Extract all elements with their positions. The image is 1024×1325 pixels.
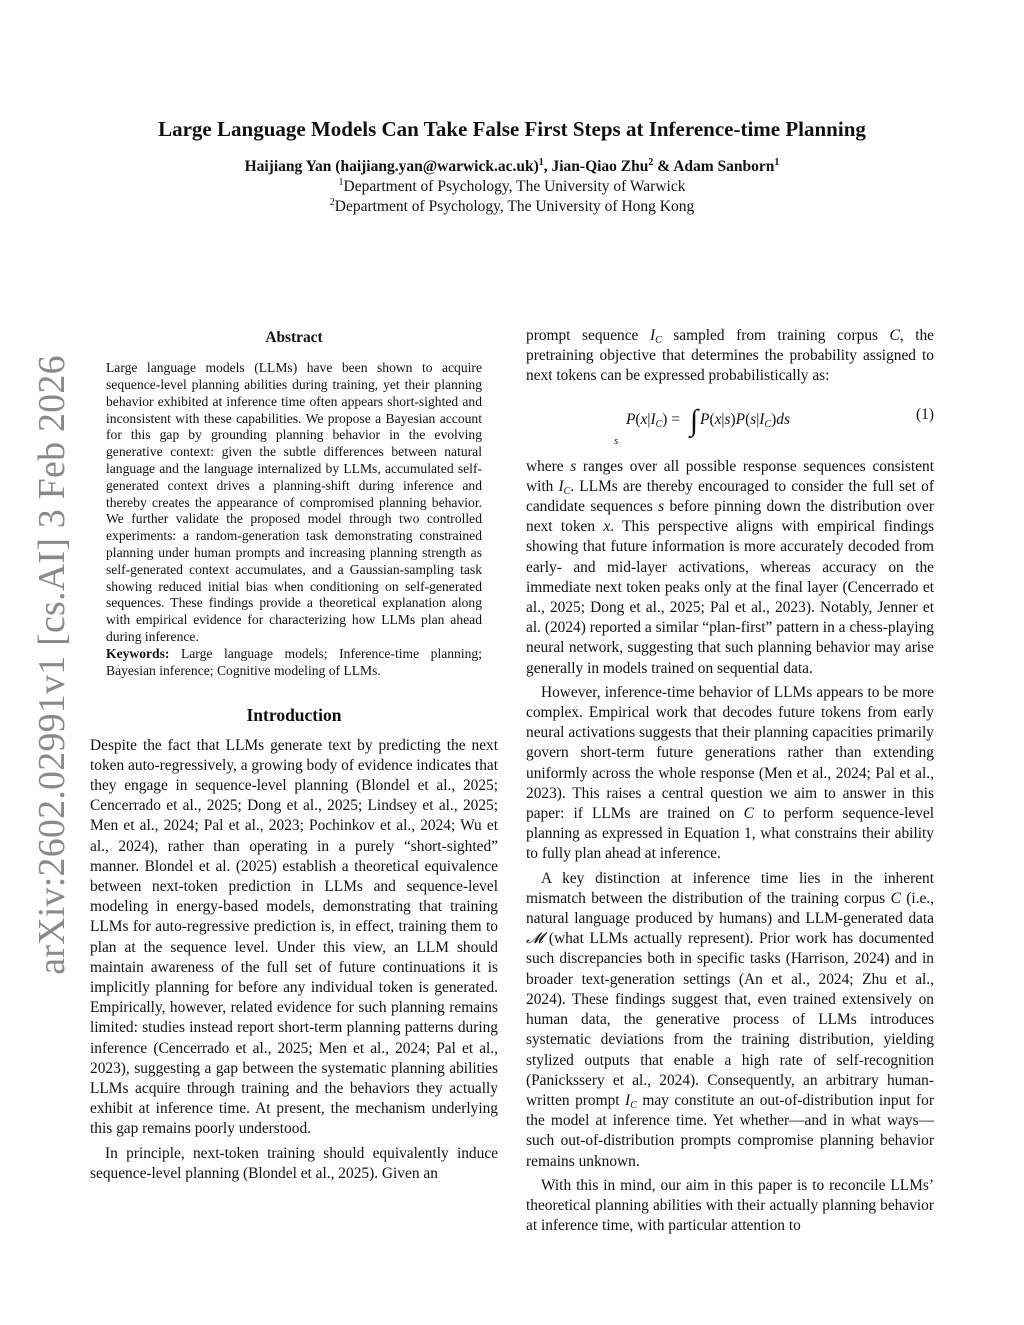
intro-paragraph-2: In principle, next-token training should equivalently induce sequence-level planning (Blondel et al., 2025). Given an	[90, 1144, 498, 1182]
paragraph-where: where s ranges over all possible response sequences consistent with $I_C$. LLMs are thereby encouraged to consider the full set of candidate sequences s before pinning down the distribution over next token x. This perspective aligns with empirical findings showing that future information is more accurately decoded from early- and mid-layer activations, whereas accuracy on the immediate next token peaks only at the final layer (Cencerrado et al., 2025; Dong et al., 2025; Pal et al., 2023). Notably, Jenner et al. (2024) reported a similar “plan-first” pattern in a chess-playing neural network, suggesting that such planning behavior may arise generally in models trained on sequential data.	[526, 457, 935, 677]
integral-subscript: s	[614, 434, 619, 447]
paper-header	[0, 115, 1024, 217]
intro-paragraph-1: Despite the fact that LLMs generate text by predicting the next token auto-regressively, a growing body of evidence indicates that they engage in sequence-level planning (Blondel et al., 2025; Cencerrado et al., 2025; Dong et al., 2025; Lindsey et al., 2025; Men et al., 2024; Pal et al., 2023; Pochinkov et al., 2024; Wu et al., 2024), rather than operating in a purely “short-sighted” manner. Blondel et al. (2025) establish a theoretical equivalence between next-token prediction in LLMs and sequence-level modeling in energy-based models, demonstrating that training LLMs for auto-regressive prediction is, in effect, training them to plan at the sequence level. Under this view, an LLM should maintain awareness of the full set of future continuations it is implicitly planning for before any individual token is generated. Empirically, however, related evidence for such planning remains limited: studies instead report short-term planning patterns during inference (Cencerrado et al., 2025; Men et al., 2024; Pal et al., 2023), suggesting a gap between the systematic planning abilities LLMs acquire through training and the behaviors they actually exhibit at inference time. At present, the mechanism underlying this gap remains poorly understood.	[90, 736, 499, 1138]
affiliation-mark: 2	[648, 157, 654, 168]
paragraph-key-distinction: A key distinction at inference time lies in the inherent mismatch between the distribution of the training corpus C (i.e., natural language produced by humans) and LLM-generated data 𝓜 (what LLMs actually represent). Prior work has documented such discrepancies both in specific tasks (Harrison, 2024) and in broader text-generation settings (An et al., 2024; Zhu et al., 2024). These findings suggest that, even trained extensively on human data, the generative process of LLMs introduces systematic deviations from the training distribution, yielding stylized outputs that enable a high rate of self-recognition (Panickssery et al., 2024). Consequently, an arbitrary human-written prompt $I_C$ may constitute an out-of-distribution input for the model at inference time. Yet whether—and in what ways—such out-of-distribution prompts compromise planning behavior remains unknown.	[526, 869, 934, 1170]
author-line: Haijiang Yan (haijiang.yan@warwick.ac.uk)$^1$, Jian-Qiao Zhu$^2$ & Adam Sanborn$^1$	[244, 157, 780, 175]
equation-number: (1)	[916, 405, 934, 423]
paper-title: Large Language Models Can Take False First Steps at Inference-time Planning	[158, 117, 866, 141]
keywords-text: Large language models; Inference-time planning; Bayesian inference; Cognitive modeling of LLMs.	[106, 645, 482, 678]
affiliation-mark: 1	[538, 157, 544, 168]
affiliation-warwick	[0, 177, 1024, 197]
abstract-heading: Abstract	[265, 329, 323, 346]
keywords	[106, 646, 482, 680]
equation-1	[526, 397, 934, 451]
paragraph-with-this: With this in mind, our aim in this paper is to reconcile LLMs’ theoretical planning abilities with their actually planning behavior at inference time, with particular attention to	[526, 1176, 934, 1235]
paragraph-however: However, inference-time behavior of LLMs appears to be more complex. Empirical work that decodes future tokens from early neural activations suggests that their planning capacities primarily govern short-term future generations rather than extending uniformly across the whole response (Men et al., 2024; Pal et al., 2023). This raises a central question we aim to answer in this paper: if LLMs are trained on C to perform sequence-level planning as expressed in Equation 1, what constrains their ability to fully plan ahead at inference.	[526, 683, 934, 863]
author-sanborn: Adam Sanborn	[673, 158, 775, 175]
affiliation-mark: 2	[329, 197, 335, 208]
abstract-text: Large language models (LLMs) have been shown to acquire sequence-level planning abilities during training, yet their planning behavior exhibited at inference time often appears short-sighted and inconsistent with these capabilities. We propose a Bayesian account for this gap by grounding planning behavior in the evolving generative context: given the subtle differences between natural language and the language internalized by LLMs, accumulated self-generated context drives a planning-shift during inference and thereby creates the appearance of compromised planning behavior. We further validate the proposed model through two controlled experiments: a random-generation task demonstrating constrained planning under human prompts and increasing planning strength as self-generated context accumulates, and a Gaussian-sampling task showing reduced initial bias when conditioning on self-generated sequences. These findings provide a theoretical explanation along with empirical evidence for characterizing how LLMs plan ahead during inference.	[106, 360, 482, 644]
introduction-heading: Introduction	[246, 705, 342, 726]
affiliation-mark: 1	[774, 157, 780, 168]
right-column	[526, 326, 934, 1236]
author-yan: Haijiang Yan (haijiang.yan@warwick.ac.uk)	[244, 158, 539, 175]
paragraph-prompt-sequence: prompt sequence $I_C$ sampled from training corpus C, the pretraining objective that determines the probability assigned to next tokens can be expressed probabilistically as:	[526, 327, 934, 385]
left-column	[90, 326, 498, 1184]
arxiv-identifier: arXiv:2602.02991v1 [cs.AI] 3 Feb 2026	[31, 355, 74, 975]
arxiv-sidebar-stamp	[24, 355, 80, 975]
author-zhu: Jian-Qiao Zhu	[551, 158, 649, 175]
equation-formula: $P(x|I_C)$ = ∫ $P(x|s)P(s|I_C)ds$	[626, 403, 790, 437]
abstract-block	[90, 360, 498, 679]
keywords-label: Keywords:	[106, 645, 170, 661]
affiliation-text: Department of Psychology, The University of Hong Kong	[334, 198, 695, 215]
affiliation-hku	[0, 197, 1024, 217]
affiliation-text: Department of Psychology, The University of Warwick	[343, 178, 686, 195]
affiliation-mark: 1	[338, 177, 344, 188]
